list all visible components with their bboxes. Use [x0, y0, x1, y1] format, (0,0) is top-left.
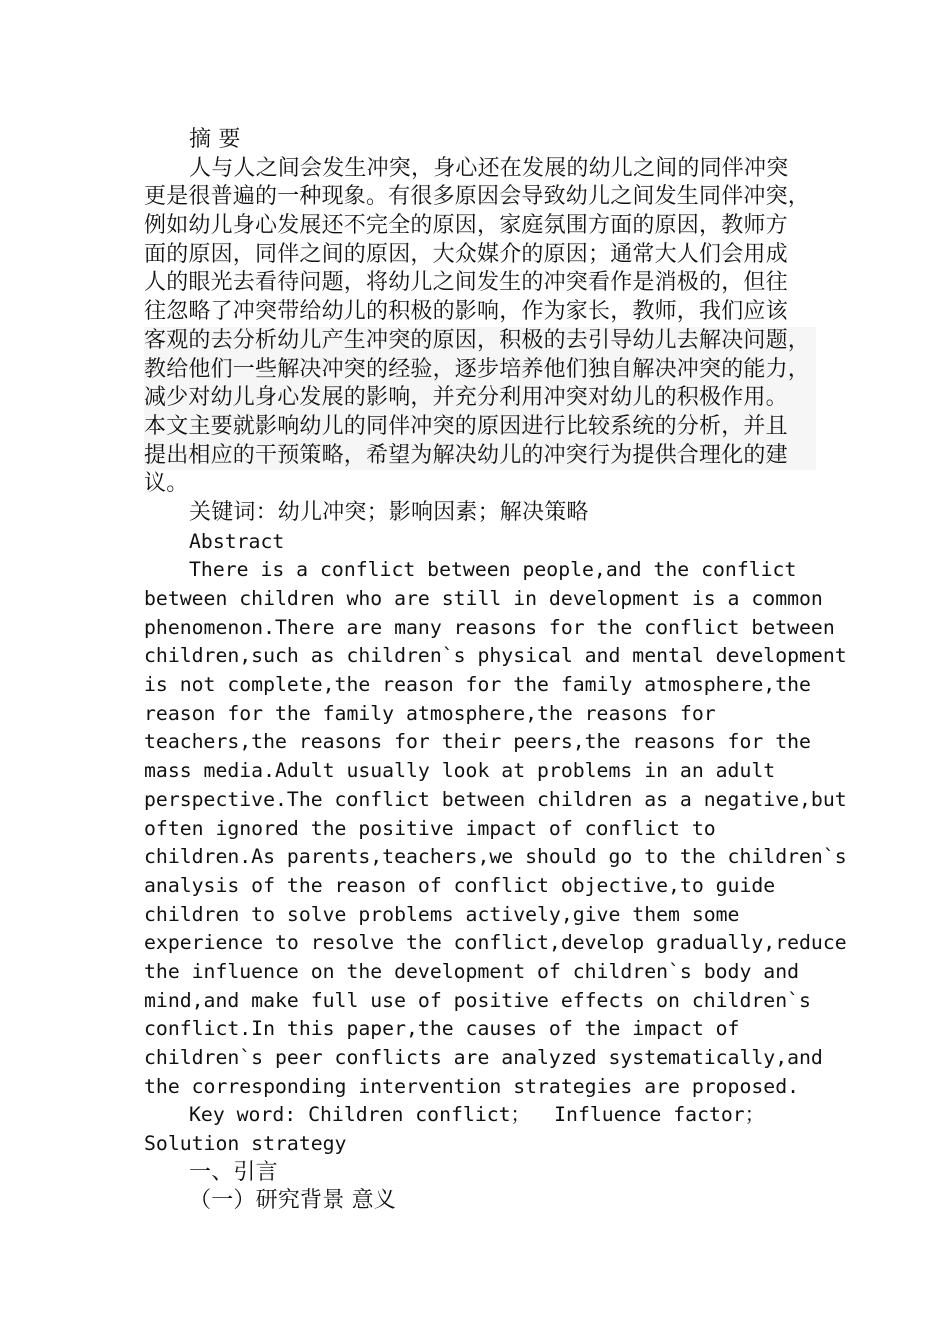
abstract-en-line: reason for the family atmosphere,the reasons for [144, 701, 716, 725]
abstract-cn-line: 更是很普遍的一种现象。有很多原因会导致幼儿之间发生同伴冲突， [144, 184, 811, 210]
abstract-cn-line: 议。 [144, 471, 189, 497]
abstract-cn-line: 往忽略了冲突带给幼儿的积极的影响，作为家长，教师，我们应该 [144, 299, 788, 325]
abstract-en-heading: Abstract [189, 529, 285, 553]
abstract-en-line: analysis of the reason of conflict objective,to guide [144, 873, 776, 897]
abstract-en-line: children`s peer conflicts are analyzed systematically,and [144, 1046, 823, 1069]
abstract-cn-line: 提出相应的干预策略，希望为解决幼儿的冲突行为提供合理化的建 [144, 442, 816, 471]
abstract-cn-line: 减少对幼儿身心发展的影响，并充分利用冲突对幼儿的积极作用。 [144, 384, 816, 413]
abstract-en-line: between children who are still in development is a common [144, 587, 823, 610]
section-heading: 一、引言 [189, 1159, 278, 1185]
abstract-cn-line: 例如幼儿身心发展还不完全的原因，家庭氛围方面的原因，教师方 [144, 213, 788, 239]
abstract-en-line: is not complete,the reason for the family atmosphere,the [144, 673, 811, 697]
abstract-cn-line: 面的原因，同伴之间的原因，大众媒介的原因；通常大人们会用成 [144, 241, 788, 267]
keywords-en: Key word: Children conflict； Influence factor； [189, 1103, 765, 1127]
abstract-en-line: experience to resolve the conflict,develop gradually,reduce [144, 931, 847, 955]
abstract-en-line: children.As parents,teachers,we should go to the children`s [144, 845, 847, 869]
abstract-en-line: phenomenon.There are many reasons for the conflict between [144, 615, 835, 639]
abstract-en-line: the corresponding intervention strategies are proposed. [144, 1074, 800, 1098]
keywords-en-continued: Solution strategy [144, 1132, 347, 1156]
abstract-en-line: the influence on the development of children`s body and [144, 959, 800, 983]
abstract-en-line: children to solve problems actively,give them some [144, 902, 740, 926]
abstract-en-line: mass media.Adult usually look at problems in an adult [144, 759, 776, 783]
abstract-en-line: teachers,the reasons for their peers,the reasons for the [144, 730, 811, 754]
document-body [144, 126, 847, 1216]
abstract-cn-heading: 摘 要 [189, 127, 241, 152]
abstract-en-line: children,such as children`s physical and mental development [144, 644, 847, 668]
abstract-en-line: perspective.The conflict between children as a negative,but [144, 787, 847, 811]
subsection-heading: （一）研究背景 意义 [189, 1188, 396, 1214]
abstract-cn-line: 客观的去分析幼儿产生冲突的原因，积极的去引导幼儿去解决问题， [144, 327, 816, 356]
keywords-cn: 关键词：幼儿冲突；影响因素；解决策略 [189, 499, 589, 525]
abstract-en-line: There is a conflict between people,and the conflict [189, 558, 797, 582]
abstract-cn-line: 本文主要就影响幼儿的同伴冲突的原因进行比较系统的分析，并且 [144, 413, 816, 442]
abstract-cn-line: 人的眼光去看待问题，将幼儿之间发生的冲突看作是消极的，但往 [144, 270, 788, 296]
abstract-en-line: often ignored the positive impact of conflict to [144, 816, 716, 840]
abstract-en-line: mind,and make full use of positive effects on children`s [144, 988, 811, 1012]
abstract-cn-line: 教给他们一些解决冲突的经验，逐步培养他们独自解决冲突的能力， [144, 356, 816, 385]
abstract-en-line: conflict.In this paper,the causes of the impact of [144, 1017, 740, 1041]
abstract-cn-line: 人与人之间会发生冲突，身心还在发展的幼儿之间的同伴冲突 [189, 155, 789, 181]
